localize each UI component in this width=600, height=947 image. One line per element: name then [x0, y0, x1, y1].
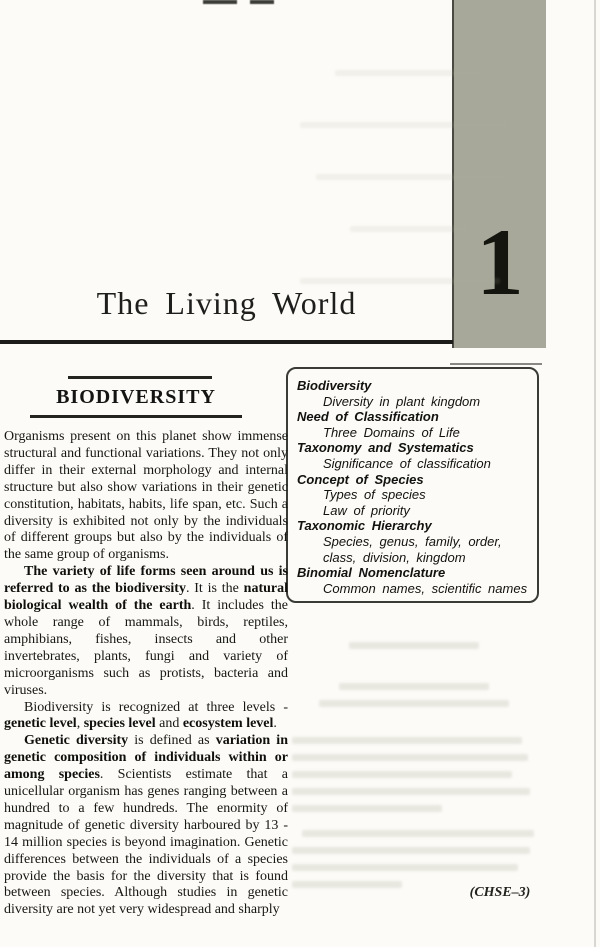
- outline-item: Taxonomy and Systematics: [297, 440, 474, 456]
- bleed-through-text: [292, 642, 536, 898]
- paragraph: The variety of life forms seen around us is referred to as the biodiversity. It is the natural biological wealth of the earth. It includes the whole range of mammals, birds, reptiles, amphibians, fishes, insects and other invertebrates, plants, fungi and variety of microorganisms such as protists, bacteria and viruses.: [4, 564, 289, 698]
- scan-artifact: [203, 0, 237, 4]
- outline-subitem: Three Domains of Life: [323, 424, 460, 440]
- chapter-number: 1: [476, 209, 524, 315]
- outline-item: Biodiversity: [297, 378, 372, 393]
- outline-item: Binomial Nomenclature: [297, 565, 446, 581]
- outline-item: Need of Classification: [297, 409, 439, 425]
- outline-subitem: Diversity in plant kingdom: [323, 393, 481, 409]
- title-rule: [0, 340, 453, 344]
- paragraph: Genetic diversity is defined as variation in genetic composition of individuals within or among species. Scientists estimate that a unicellular organism has genes ranging between a hundred to a few hundreds. The enormity of magnitude of genetic diversity harboured by 13 - 14 million species is beyond imagination. Genetic differences between the individuals of a species provide the basis for the diversity that is found between species. Although studies in genetic diversity are not yet very widespread and sharply: [4, 733, 288, 918]
- page-title: The Living World: [96, 285, 357, 321]
- scan-artifact: [450, 363, 542, 365]
- heading-rule-bottom: [30, 415, 242, 418]
- paragraph: Biodiversity is recognized at three levels - genetic level, species level and ecosystem level.: [4, 699, 288, 732]
- outline-subitem: Types of species: [323, 487, 426, 503]
- chapter-bar: [452, 0, 546, 348]
- paragraph: Organisms present on this planet show immense structural and functional variations. They not only differ in their external morphology and internal structure but also show variations in their genetic constitution, habitats, habits, life span, etc. Such a diversity is exhibited not only by the individuals of different groups but also by the individuals of the same group of organisms.: [4, 429, 288, 563]
- outline-subitem: Significance of classification: [323, 455, 491, 471]
- page-edge-line: [594, 0, 596, 947]
- section-heading-text: BIODIVERSITY: [56, 386, 216, 408]
- article-body: [4, 429, 288, 919]
- outline-subitem: Species, genus, family, order, class, division, kingdom: [323, 533, 502, 565]
- outline-item: Taxonomic Hierarchy: [297, 518, 432, 534]
- page-footer: (CHSE–3): [469, 885, 531, 900]
- scan-artifact: [250, 0, 274, 4]
- section-heading: [30, 376, 242, 418]
- outline-subitem: Law of priority: [323, 502, 410, 518]
- topics-outline-box: [286, 367, 539, 603]
- outline-item: Concept of Species: [297, 471, 424, 487]
- outline-subitem: Common names, scientific names: [323, 580, 528, 596]
